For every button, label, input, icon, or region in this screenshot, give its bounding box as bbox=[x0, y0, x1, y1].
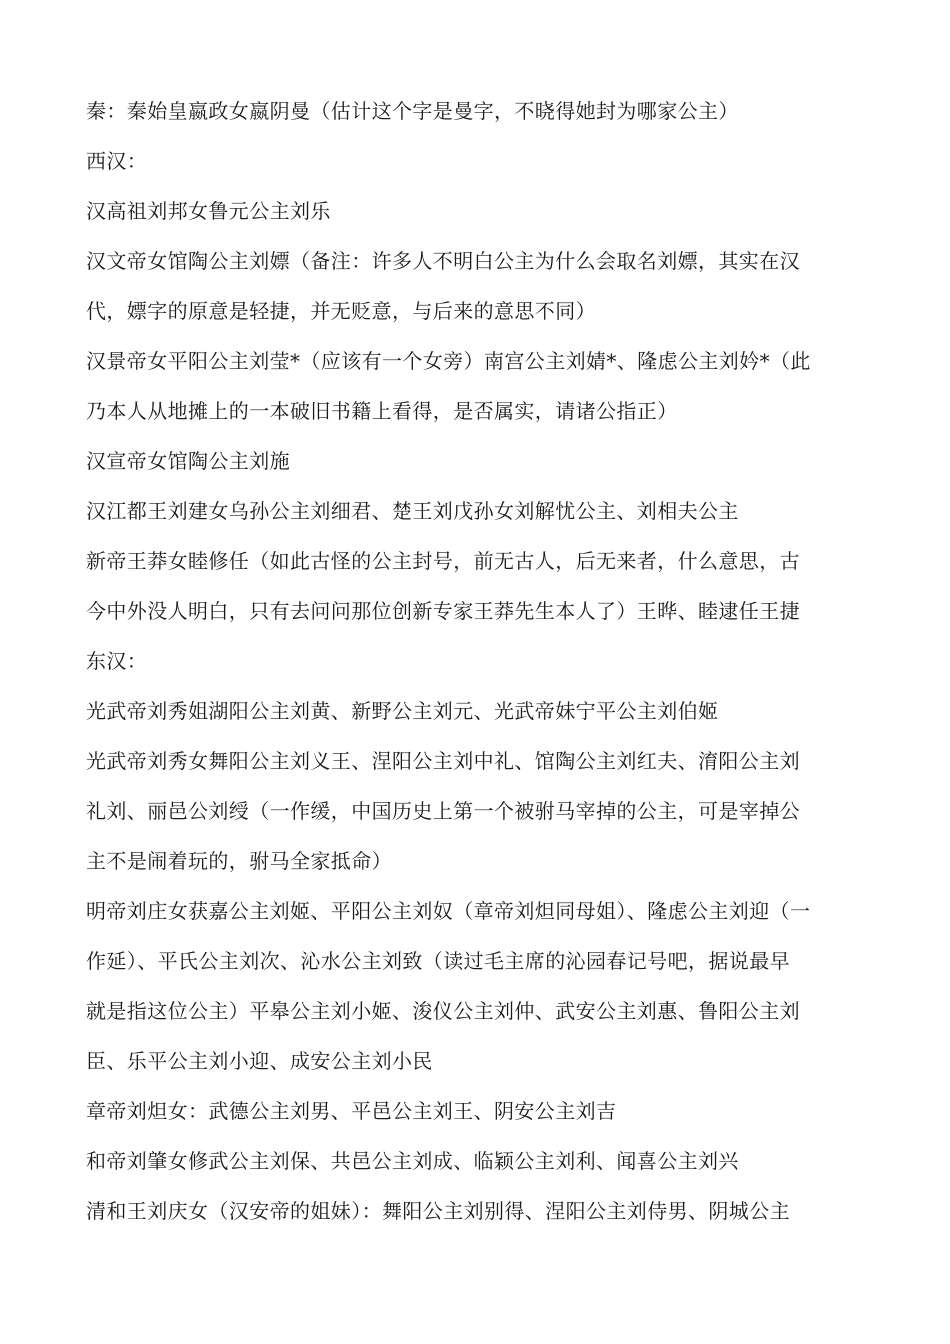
text-line: 乃本人从地摊上的一本破旧书籍上看得，是否属实，请诸公指正） bbox=[86, 399, 678, 423]
text-line: 就是指这位公主）平皋公主刘小姬、浚仪公主刘仲、武安公主刘惠、鲁阳公主刘 bbox=[86, 999, 800, 1023]
text-line: 新帝王莽女睦修任（如此古怪的公主封号，前无古人，后无来者，什么意思，古 bbox=[86, 549, 800, 573]
text-line: 章帝刘炟女：武德公主刘男、平邑公主刘王、阴安公主刘吉 bbox=[86, 1099, 617, 1123]
text-line: 秦：秦始皇嬴政女嬴阴曼（估计这个字是曼字，不晓得她封为哪家公主） bbox=[86, 99, 739, 123]
text-line: 主不是闹着玩的，驸马全家抵命） bbox=[86, 849, 392, 873]
text-line: 作延）、平氏公主刘次、沁水公主刘致（读过毛主席的沁园春记号吧，据说最早 bbox=[86, 949, 790, 973]
text-line: 和帝刘肇女修武公主刘保、共邑公主刘成、临颖公主刘利、闻喜公主刘兴 bbox=[86, 1149, 739, 1173]
text-line: 清和王刘庆女（汉安帝的姐妹）：舞阳公主刘别得、涅阳公主刘侍男、阴城公主 bbox=[86, 1199, 790, 1223]
text-line: 明帝刘庄女获嘉公主刘姬、平阳公主刘奴（章帝刘炟同母姐）、隆虑公主刘迎（一 bbox=[86, 899, 811, 923]
text-line: 礼刘、丽邑公刘绶（一作缓，中国历史上第一个被驸马宰掉的公主，可是宰掉公 bbox=[86, 799, 800, 823]
text-line: 汉江都王刘建女乌孙公主刘细君、楚王刘戊孙女刘解忧公主、刘相夫公主 bbox=[86, 499, 739, 523]
text-line: 代，嫖字的原意是轻捷，并无贬意，与后来的意思不同） bbox=[86, 299, 596, 323]
text-line: 汉景帝女平阳公主刘莹*（应该有一个女旁）南宫公主刘婧*、隆虑公主刘妗*（此 bbox=[86, 349, 811, 373]
text-line: 汉高祖刘邦女鲁元公主刘乐 bbox=[86, 199, 331, 223]
text-line: 光武帝刘秀女舞阳公主刘义王、涅阳公主刘中礼、馆陶公主刘红夫、淯阳公主刘 bbox=[86, 749, 800, 773]
section-heading-western-han: 西汉： bbox=[86, 149, 148, 173]
text-line: 光武帝刘秀姐湖阳公主刘黄、新野公主刘元、光武帝妹宁平公主刘伯姬 bbox=[86, 699, 719, 723]
text-line: 今中外没人明白，只有去问问那位创新专家王莽先生本人了）王晔、睦逮任王捷 bbox=[86, 599, 800, 623]
text-line: 汉宣帝女馆陶公主刘施 bbox=[86, 449, 290, 473]
text-line: 汉文帝女馆陶公主刘嫖（备注：许多人不明白公主为什么会取名刘嫖，其实在汉 bbox=[86, 249, 800, 273]
section-heading-eastern-han: 东汉： bbox=[86, 649, 148, 673]
text-line: 臣、乐平公主刘小迎、成安公主刘小民 bbox=[86, 1049, 433, 1073]
